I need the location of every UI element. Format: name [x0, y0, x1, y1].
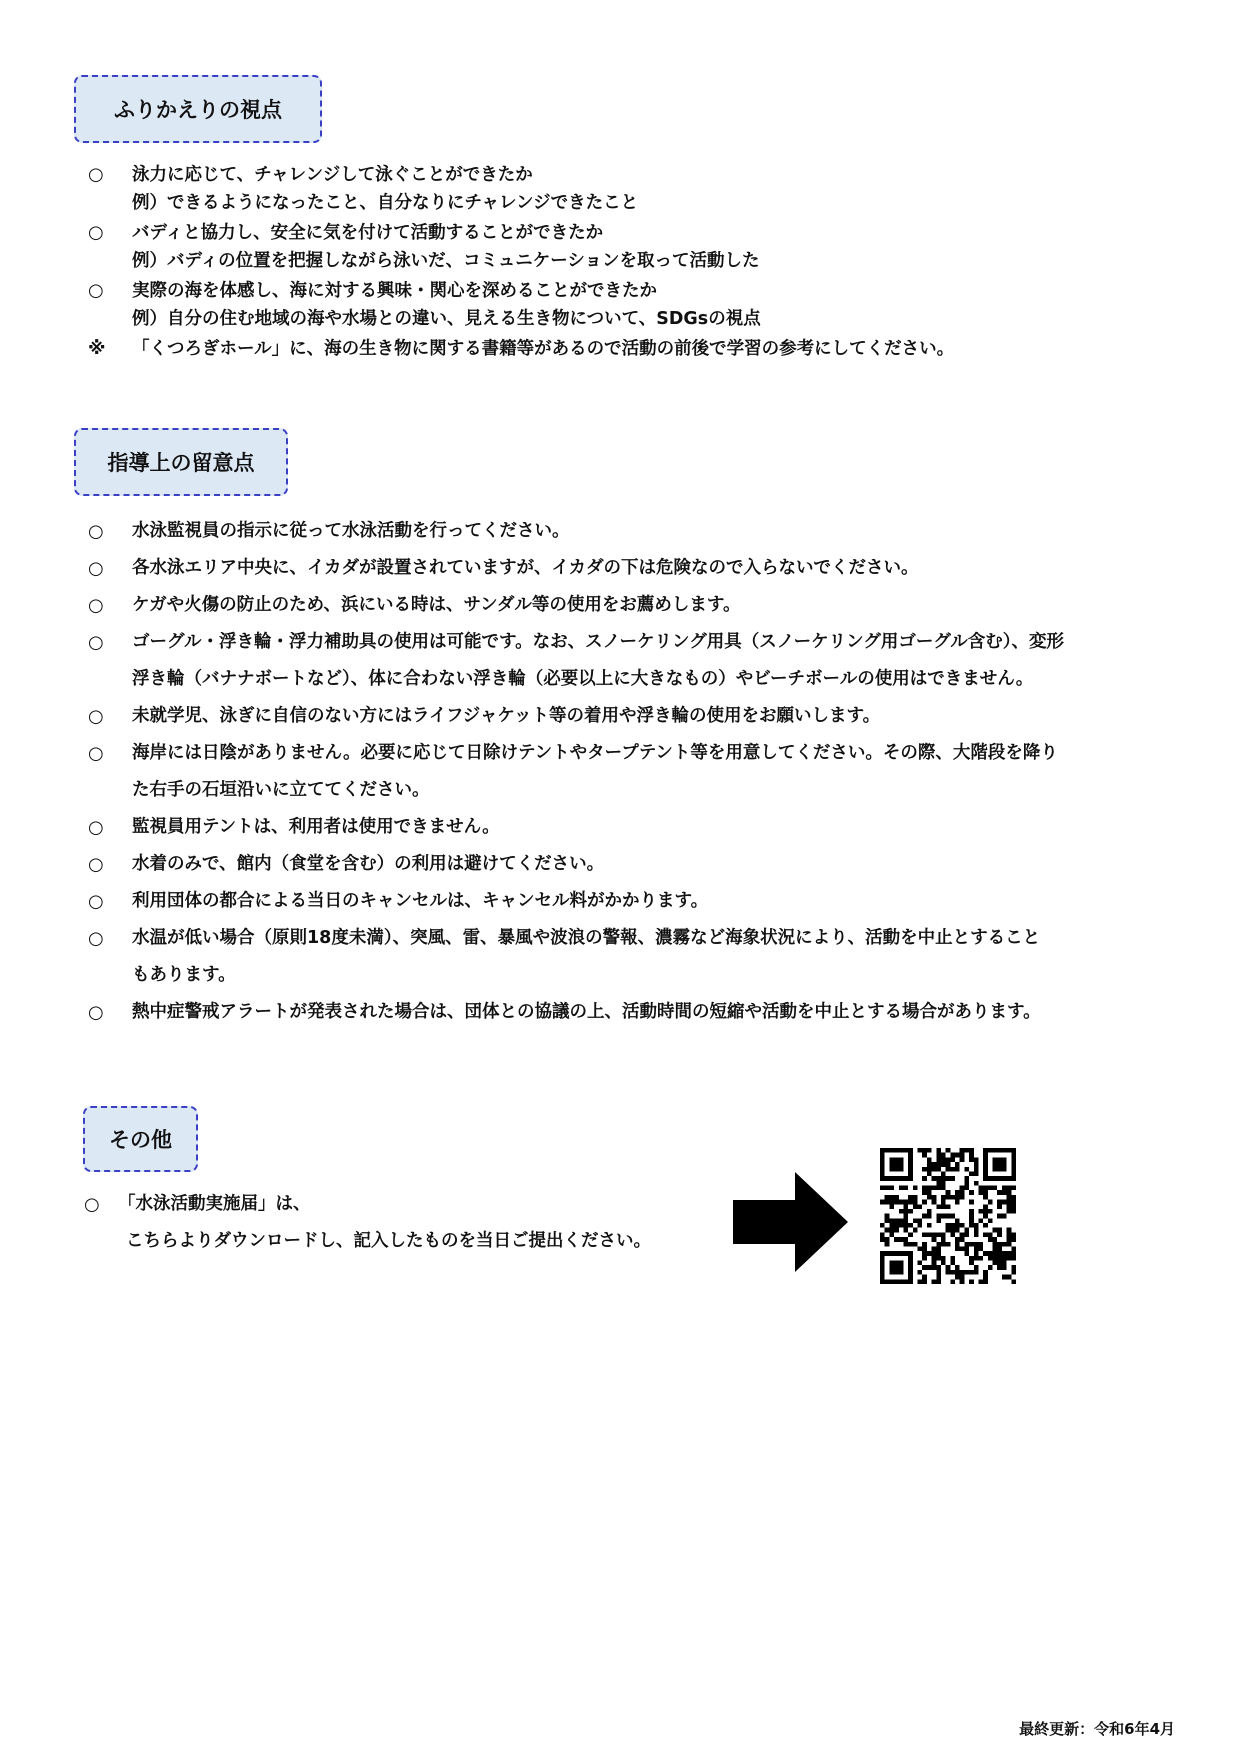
download-instruction-text: こちらよりダウンロードし、記入したものを当日ご提出ください。	[126, 1231, 651, 1251]
item-text: 各水泳エリア中央に、イカダが設置されていますが、イカダの下は危険なので入らないでください。	[132, 558, 919, 578]
circle-bullet: ○	[88, 521, 104, 542]
other-heading	[83, 1106, 198, 1172]
reflection-heading-text: ふりかえりの視点	[114, 98, 282, 122]
item-text: 水温が低い場合（原則18度未満）、突風、雷、暴風や波浪の警報、濃霧など海象状況により、活動を中止とすること	[132, 928, 1041, 948]
item-text: ゴーグル・浮き輪・浮力補助具の使用は可能です。なお、スノーケリング用具（スノーケリング用ゴーグル含む）、変形	[132, 632, 1065, 652]
item-text: 水泳監視員の指示に従って水泳活動を行ってください。	[132, 521, 570, 541]
circle-bullet: ○	[84, 1194, 100, 1215]
guidance-heading-text: 指導上の留意点	[107, 451, 255, 475]
circle-bullet: ○	[88, 595, 104, 616]
item-text: 海岸には日陰がありません。必要に応じて日除けテントやタープテント等を用意してください。その際、大階段を降り	[132, 743, 1058, 763]
item-text: 水着のみで、館内（食堂を含む）の利用は避けてください。	[132, 854, 605, 874]
item-text: 熱中症警戒アラートが発表された場合は、団体との協議の上、活動時間の短縮や活動を中止とする場合があります。	[132, 1002, 1041, 1022]
reference-mark: ※	[88, 338, 106, 359]
item-example: 例）できるようになったこと、自分なりにチャレンジできたこと	[132, 193, 639, 213]
item-text: 「くつろぎホール」に、海の生き物に関する書籍等があるので活動の前後で学習の参考にしてください。	[132, 339, 955, 359]
circle-bullet: ○	[88, 891, 104, 912]
last-updated: 最終更新：令和6年4月	[1019, 1720, 1175, 1738]
item-text: 実際の海を体感し、海に対する興味・関心を深めることができたか	[132, 281, 657, 301]
item-text-continued: もあります。	[132, 965, 236, 985]
circle-bullet: ○	[88, 854, 104, 875]
circle-bullet: ○	[88, 632, 104, 653]
circle-bullet: ○	[88, 558, 104, 579]
circle-bullet: ○	[88, 1002, 104, 1023]
item-example: 例）自分の住む地域の海や水場との違い、見える生き物について、SDGsの視点	[132, 309, 761, 329]
item-text: バディと協力し、安全に気を付けて活動することができたか	[132, 223, 604, 243]
item-text: 利用団体の都合による当日のキャンセルは、キャンセル料がかかります。	[132, 891, 709, 911]
item-text: ケガや火傷の防止のため、浜にいる時は、サンダル等の使用をお薦めします。	[132, 595, 741, 615]
right-arrow-icon	[733, 1172, 848, 1272]
other-heading-text: その他	[109, 1128, 172, 1152]
item-text: 監視員用テントは、利用者は使用できません。	[132, 817, 500, 837]
form-name-text: 「水泳活動実施届」は、	[118, 1194, 311, 1214]
item-text: 泳力に応じて、チャレンジして泳ぐことができたか	[132, 165, 533, 185]
item-text-continued: た右手の石垣沿いに立ててください。	[132, 780, 430, 800]
item-text-continued: 浮き輪（バナナボートなど）、体に合わない浮き輪（必要以上に大きなもの）やビーチボールの使用はできません。	[132, 669, 1034, 689]
circle-bullet: ○	[88, 743, 104, 764]
circle-bullet: ○	[88, 928, 104, 949]
circle-bullet: ○	[88, 222, 104, 243]
circle-bullet: ○	[88, 817, 104, 838]
circle-bullet: ○	[88, 706, 104, 727]
item-text: 未就学児、泳ぎに自信のない方にはライフジャケット等の着用や浮き輪の使用をお願いします。	[132, 706, 881, 726]
circle-bullet: ○	[88, 280, 104, 301]
reflection-heading	[74, 75, 322, 143]
qr-code-icon[interactable]	[880, 1148, 1016, 1284]
item-example: 例）バディの位置を把握しながら泳いだ、コミュニケーションを取って活動した	[132, 251, 760, 271]
guidance-heading	[74, 428, 288, 496]
circle-bullet: ○	[88, 164, 104, 185]
